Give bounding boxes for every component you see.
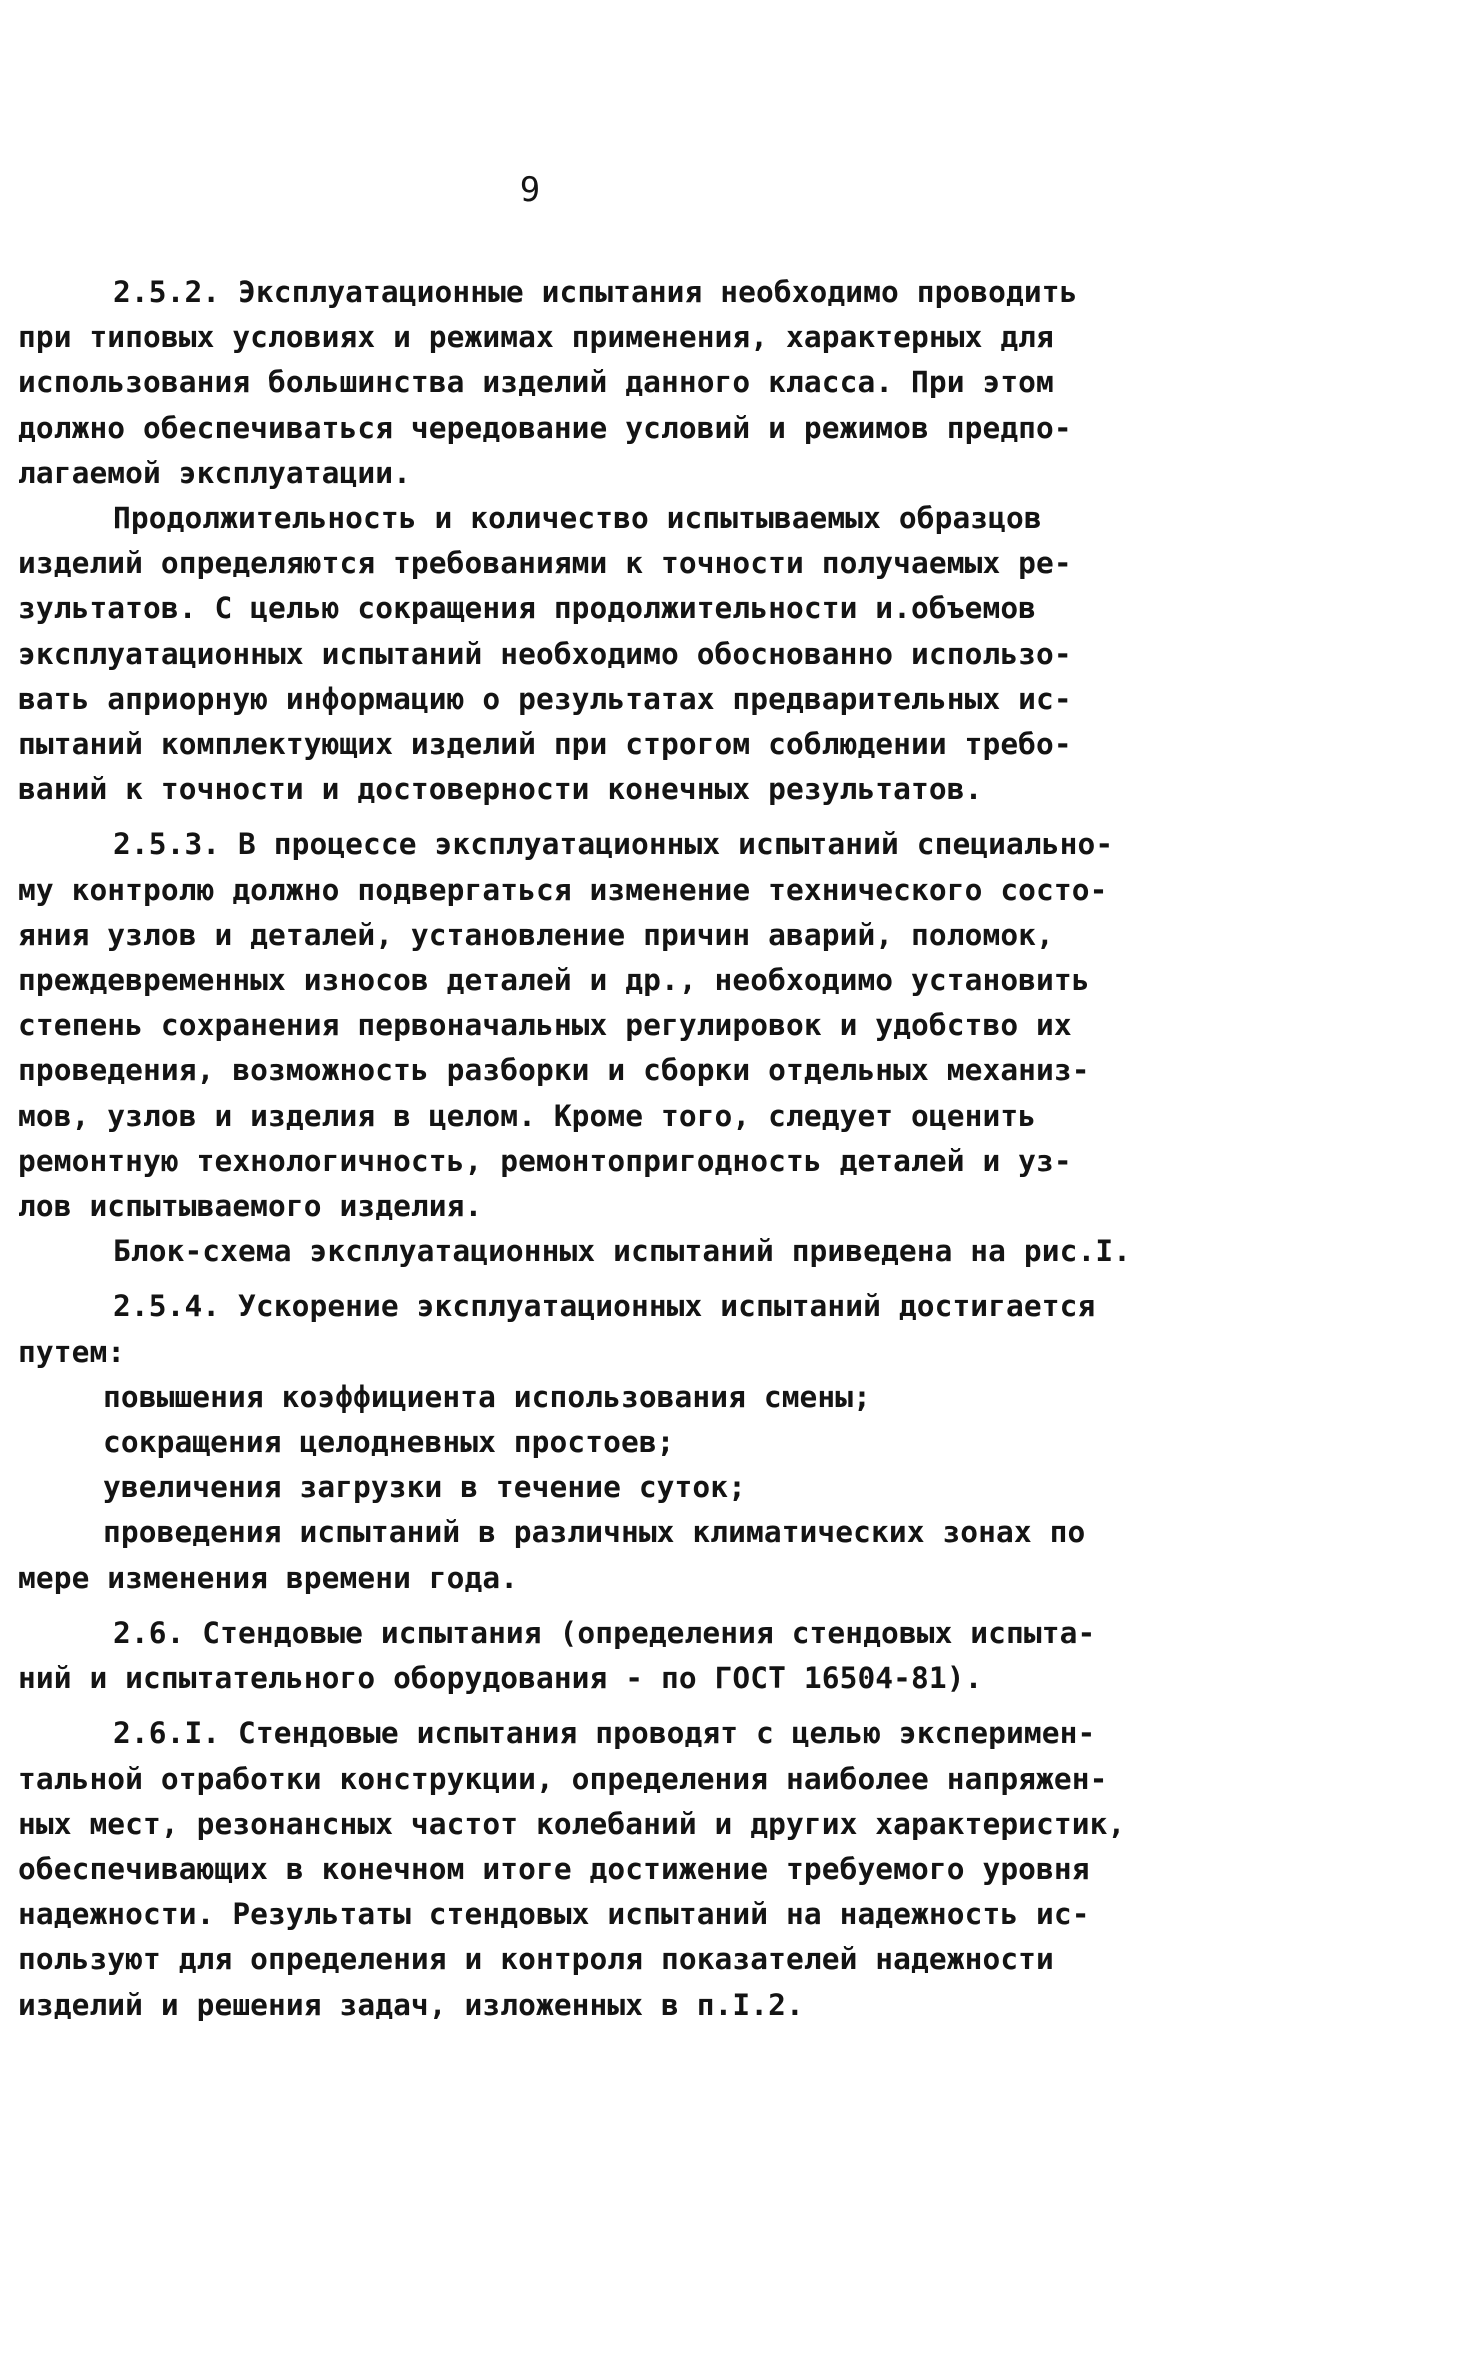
list-item: повышения коэффициента использования смены; — [103, 1379, 872, 1414]
paragraph-block-scheme — [18, 1229, 1158, 1274]
paragraph-2-5-4 — [18, 1284, 1158, 1374]
text-line: ний и испытательного оборудования - по ГОСТ 16504-81). — [18, 1661, 983, 1696]
page-number: 9 — [519, 170, 541, 210]
paragraph-gap — [18, 1601, 1158, 1611]
text-line: при типовых условиях и режимах применения, характерных для — [18, 320, 1054, 355]
text-line: лов испытываемого изделия. — [18, 1189, 483, 1224]
text-line: лагаемой эксплуатации. — [18, 455, 411, 490]
document-body — [18, 270, 1158, 2028]
text-line: зультатов. С целью сокращения продолжительности и.объемов — [18, 591, 1037, 626]
list-item: увеличения загрузки в течение суток; — [103, 1470, 746, 1505]
text-line: 2.5.3. В процессе эксплуатационных испытаний специально- — [113, 827, 1114, 862]
paragraph-gap — [18, 1701, 1158, 1711]
paragraph-gap — [18, 1274, 1158, 1284]
paragraph-2-5-3 — [18, 822, 1158, 1229]
text-line: му контролю должно подвергаться изменение технического состо- — [18, 872, 1108, 907]
text-line: должно обеспечиваться чередование условий и режимов предпо- — [18, 410, 1072, 445]
text-line: проведения, возможность разборки и сборки отдельных механиз- — [18, 1053, 1090, 1088]
text-line: ремонтную технологичность, ремонтопригодность деталей и уз- — [18, 1143, 1072, 1178]
text-line: 2.6. Стендовые испытания (определения стендовых испыта- — [113, 1615, 1096, 1650]
text-line: Продолжительность и количество испытываемых образцов — [113, 501, 1042, 536]
text-line: 2.5.2. Эксплуатационные испытания необходимо проводить — [113, 275, 1078, 309]
paragraph-2-6-1 — [18, 1711, 1158, 2027]
text-line: обеспечивающих в конечном итоге достижение требуемого уровня — [18, 1851, 1090, 1886]
text-line: вать априорную информацию о результатах предварительных ис- — [18, 681, 1072, 716]
text-line: использования большинства изделий данного класса. При этом — [18, 365, 1054, 400]
paragraph-2-5-2 — [18, 270, 1158, 496]
text-line: мов, узлов и изделия в целом. Кроме того, следует оценить — [18, 1098, 1037, 1133]
text-line: изделий определяются требованиями к точности получаемых ре- — [18, 546, 1072, 581]
text-line: ных мест, резонансных частот колебаний и других характеристик, — [18, 1806, 1126, 1841]
text-line: 2.5.4. Ускорение эксплуатационных испытаний достигается — [113, 1289, 1096, 1324]
text-line: изделий и решения задач, изложенных в п.I.2. — [18, 1987, 804, 2022]
paragraph-duration — [18, 496, 1158, 812]
acceleration-list — [18, 1375, 1158, 1601]
text-line: пытаний комплектующих изделий при строгом соблюдении требо- — [18, 727, 1072, 762]
paragraph-2-6 — [18, 1611, 1158, 1701]
text-line: тальной отработки конструкции, определения наиболее напряжен- — [18, 1761, 1108, 1796]
list-item: проведения испытаний в различных климатических зонах по — [103, 1515, 1086, 1550]
text-line: яния узлов и деталей, установление причин аварий, поломок, — [18, 917, 1054, 952]
text-line: эксплуатационных испытаний необходимо обоснованно использо- — [18, 636, 1072, 671]
paragraph-gap — [18, 812, 1158, 822]
text-line: надежности. Результаты стендовых испытаний на надежность ис- — [18, 1897, 1090, 1932]
text-line: ваний к точности и достоверности конечных результатов. — [18, 772, 983, 807]
text-line: Блок-схема эксплуатационных испытаний приведена на рис.I. — [113, 1234, 1132, 1269]
text-line: преждевременных износов деталей и др., необходимо установить — [18, 963, 1090, 998]
text-line: пользуют для определения и контроля показателей надежности — [18, 1942, 1054, 1977]
text-line: 2.6.I. Стендовые испытания проводят с целью эксперимен- — [113, 1716, 1096, 1751]
text-line: путем: — [18, 1334, 126, 1369]
list-item: сокращения целодневных простоев; — [103, 1425, 675, 1460]
text-line: степень сохранения первоначальных регулировок и удобство их — [18, 1008, 1072, 1043]
list-item-continuation: мере изменения времени года. — [18, 1560, 519, 1595]
